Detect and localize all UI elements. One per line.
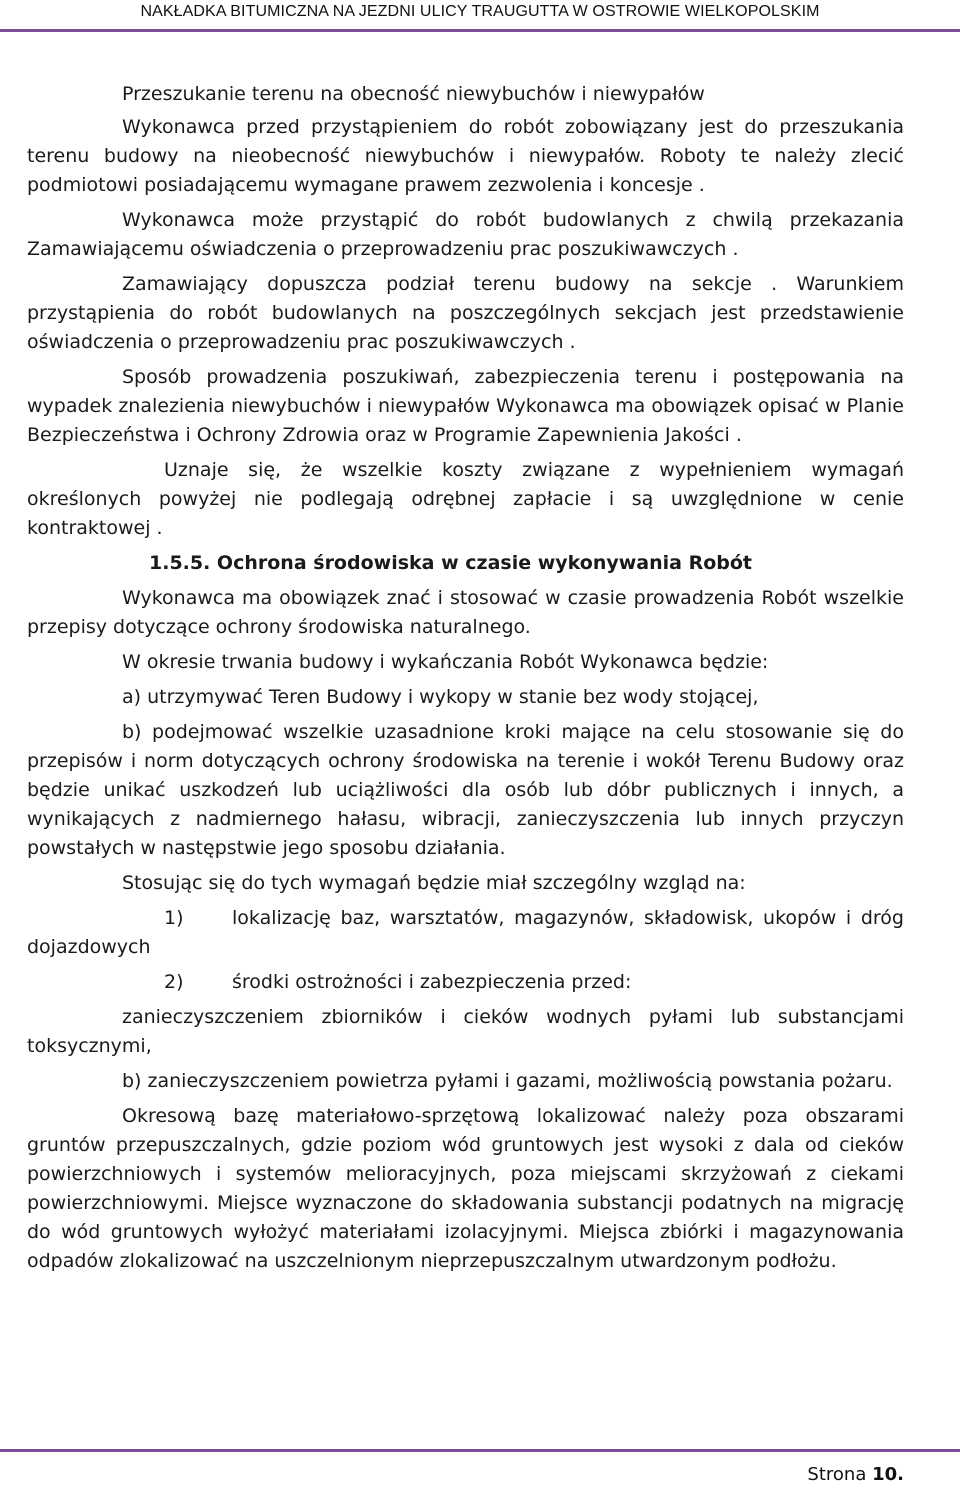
section-heading: 1.5.5. Ochrona środowiska w czasie wykonywania Robót (149, 552, 753, 574)
page-number: 10. (872, 1464, 904, 1485)
paragraph: Uznaje się, że wszelkie koszty związane z wypełnieniem wymagań określonych powyżej nie podlegają odrębnej zapłacie i są uwzględnione w cenie kontraktowej . (27, 459, 904, 539)
document-body (27, 80, 904, 1276)
item-text: lokalizację baz, warsztatów, magazynów, składowisk, ukopów i dróg dojazdowych (27, 907, 904, 958)
list-item: a) utrzymywać Teren Budowy i wykopy w stanie bez wody stojącej, (122, 686, 759, 708)
paragraph: zanieczyszczeniem zbiorników i cieków wodnych pyłami lub substancjami toksycznymi, (27, 1006, 904, 1057)
paragraph: W okresie trwania budowy i wykańczania Robót Wykonawca będzie: (122, 651, 769, 673)
footer-rule (0, 1449, 960, 1452)
paragraph: b) zanieczyszczeniem powietrza pyłami i gazami, możliwością powstania pożaru. (122, 1070, 893, 1092)
page-label: Strona (807, 1464, 867, 1485)
paragraph-title: Przeszukanie terenu na obecność niewybuchów i niewypałów (122, 83, 705, 105)
paragraph: Stosując się do tych wymagań będzie miał szczególny wzgląd na: (122, 872, 746, 894)
paragraph: Sposób prowadzenia poszukiwań, zabezpieczenia terenu i postępowania na wypadek znalezienia niewybuchów i niewypałów Wykonawca ma obowiązek opisać w Planie Bezpieczeństwa i Ochrony Zdrowia oraz w Programie Zapewnienia Jakości . (27, 366, 904, 446)
numbered-item (27, 904, 904, 962)
paragraph: Wykonawca przed przystąpieniem do robót zobowiązany jest do przeszukania terenu budowy na nieobecność niewybuchów i niewypałów. Roboty te należy zlecić podmiotowi posiadającemu wymagane prawem zezwolenia i koncesje . (27, 116, 904, 196)
item-text: środki ostrożności i zabezpieczenia przed: (232, 971, 632, 993)
paragraph: Wykonawca ma obowiązek znać i stosować w czasie prowadzenia Robót wszelkie przepisy dotyczące ochrony środowiska naturalnego. (27, 587, 904, 638)
item-number: 1) (164, 907, 184, 929)
paragraph: Okresową bazę materiałowo-sprzętową lokalizować należy poza obszarami gruntów przepuszczalnych, gdzie poziom wód gruntowych jest wysoki z dala od cieków powierzchniowych i systemów melioracyjnych, poza miejscami skrzyżowań z ciekami powierzchniowymi. Miejsce wyznaczone do składowania substancji podatnych na migrację do wód gruntowych wyłożyć materiałami izolacyjnymi. Miejsca zbiórki i magazynowania odpadów zlokalizować na uszczelnionym nieprzepuszczalnym utwardzonym podłożu. (27, 1105, 904, 1272)
numbered-item (27, 968, 904, 997)
item-number: 2) (164, 971, 184, 993)
page-footer (807, 1464, 904, 1486)
paragraph: Zamawiający dopuszcza podział terenu budowy na sekcje . Warunkiem przystąpienia do robót budowlanych na poszczególnych sekcjach jest przedstawienie oświadczenia o przeprowadzeniu prac poszukiwawczych . (27, 273, 904, 353)
running-header: NAKŁADKA BITUMICZNA NA JEZDNI ULICY TRAUGUTTA W OSTROWIE WIELKOPOLSKIM (140, 3, 820, 20)
list-item: b) podejmować wszelkie uzasadnione kroki mające na celu stosowanie się do przepisów i norm dotyczących ochrony środowiska na terenie i wokół Terenu Budowy oraz będzie unikać uszkodzeń lub uciążliwości dla osób lub dóbr publicznych i innych, a wynikających z nadmiernego hałasu, wibracji, zanieczyszczenia lub innych przyczyn powstałych w następstwie jego sposobu działania. (27, 721, 904, 859)
paragraph: Wykonawca może przystąpić do robót budowlanych z chwilą przekazania Zamawiającemu oświadczenia o przeprowadzeniu prac poszukiwawczych . (27, 209, 904, 260)
header-rule (0, 29, 960, 32)
